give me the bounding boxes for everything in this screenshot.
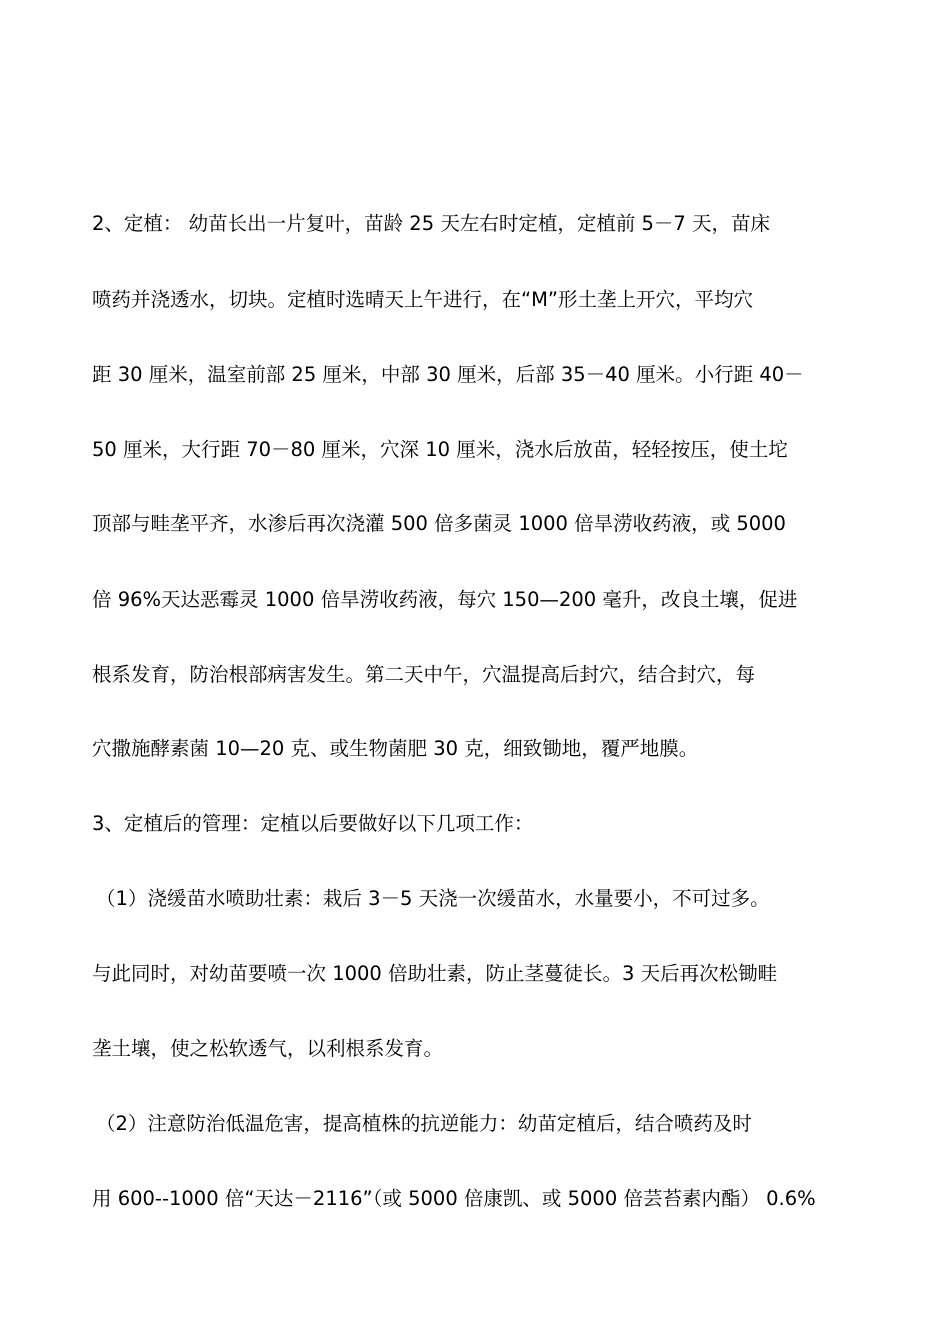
paragraph-2-line-7: 根系发育，防治根部病害发生。第二天中午，穴温提高后封穴，结合封穴，每 <box>92 663 756 686</box>
paragraph-2-line-8: 穴撒施酵素菌 10—20 克、或生物菌肥 30 克，细致锄地，覆严地膜。 <box>92 737 699 760</box>
paragraph-2-line-3: 距 30 厘米，温室前部 25 厘米，中部 30 厘米，后部 35－40 厘米。小行距 40－ <box>92 363 804 386</box>
item-1-line-2: 与此同时，对幼苗要喷一次 1000 倍助壮素，防止茎蔓徒长。3 天后再次松锄畦 <box>92 962 778 985</box>
item-1-line-1: （1）浇缓苗水喷助壮素：栽后 3－5 天浇一次缓苗水，水量要小，不可过多。 <box>96 887 770 910</box>
paragraph-2-line-4: 50 厘米，大行距 70－80 厘米，穴深 10 厘米，浇水后放苗，轻轻按压，使土坨 <box>92 438 788 461</box>
paragraph-2-line-5: 顶部与畦垄平齐，水渗后再次浇灌 500 倍多菌灵 1000 倍旱涝收药液，或 5000 <box>92 512 786 535</box>
item-2-line-1: （2）注意防治低温危害，提高植株的抗逆能力：幼苗定植后，结合喷药及时 <box>96 1112 752 1135</box>
item-2-line-2: 用 600--1000 倍“天达－2116”（或 5000 倍康凯、或 5000 倍芸苔素内酯） 0.6% <box>92 1187 816 1210</box>
item-1-line-3: 垄土壤，使之松软透气，以利根系发育。 <box>92 1037 444 1060</box>
paragraph-2-line-1: 2、定植： 幼苗长出一片复叶，苗龄 25 天左右时定植，定植前 5－7 天，苗床 <box>92 212 771 235</box>
section-3-heading: 3、定植后的管理：定植以后要做好以下几项工作： <box>92 812 534 835</box>
paragraph-2-line-6: 倍 96%天达恶霉灵 1000 倍旱涝收药液，每穴 150—200 毫升，改良土壤，促进 <box>92 588 798 611</box>
paragraph-2-line-2: 喷药并浇透水，切块。定植时选晴天上午进行，在“M”形土垄上开穴，平均穴 <box>92 288 754 311</box>
